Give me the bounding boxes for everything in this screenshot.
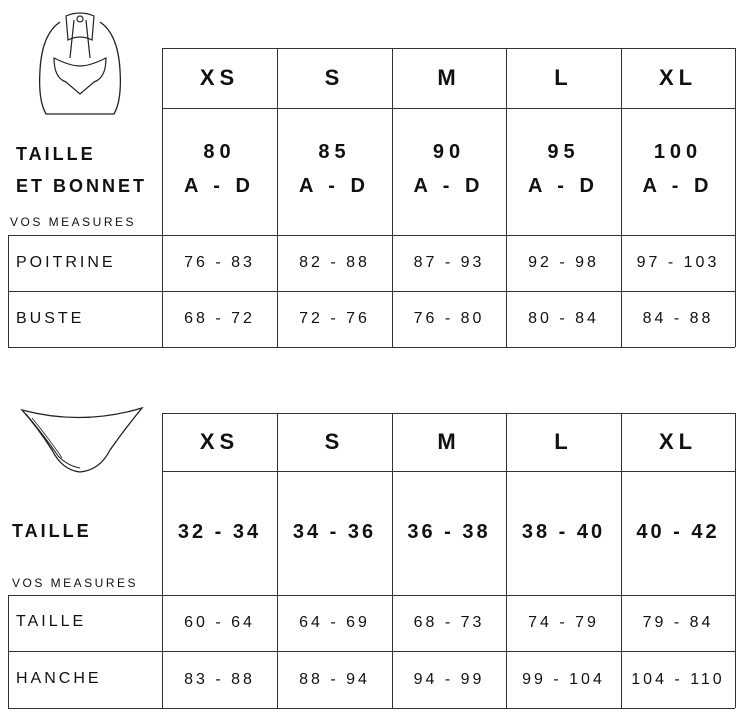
bikini-top-icon [30, 10, 130, 120]
size-header-xs: XS [199, 429, 240, 454]
table-cell: 68 - 72 [184, 310, 255, 327]
band-cup-cell [277, 135, 392, 203]
table-cell: 84 - 88 [642, 310, 714, 327]
size-header-m: M [437, 429, 461, 454]
size-header-xs: XS [199, 65, 240, 90]
label-line-2: ET BONNET [16, 176, 148, 196]
cup-value: A - D [642, 175, 714, 197]
table-cell: 68 - 73 [413, 614, 485, 631]
vos-measures-label: VOS MEASURES [12, 576, 139, 590]
table-cell: 83 - 88 [184, 670, 255, 688]
table-cell: 88 - 94 [299, 670, 370, 688]
band-value: 80 [203, 141, 236, 163]
size-header-s: S [324, 65, 345, 90]
cup-value: A - D [413, 175, 485, 197]
size-header-m: M [437, 65, 461, 90]
band-cup-cell [392, 135, 506, 203]
size-range-cell: 34 - 36 [292, 520, 377, 543]
band-cup-cell [506, 135, 621, 203]
size-header-l: L [554, 429, 573, 454]
cup-value: A - D [184, 175, 255, 197]
size-range-cell: 38 - 40 [521, 520, 606, 543]
size-header-xl: XL [658, 429, 698, 454]
table-cell: 80 - 84 [528, 310, 599, 327]
taille-label: TAILLE [12, 521, 92, 541]
table-cell: 74 - 79 [528, 614, 599, 631]
row-label-taille: TAILLE [16, 613, 87, 630]
band-value: 90 [432, 141, 466, 163]
table-cell: 64 - 69 [299, 614, 370, 631]
row-label-buste: BUSTE [16, 310, 85, 327]
table-cell: 97 - 103 [636, 254, 720, 271]
band-cup-cell [621, 135, 735, 203]
band-value: 95 [547, 141, 580, 163]
label-line-1: TAILLE [16, 144, 96, 164]
band-cup-cell [162, 135, 277, 203]
vos-measures-label: VOS MEASURES [10, 215, 137, 229]
table-cell: 72 - 76 [299, 310, 370, 327]
table-cell: 76 - 80 [413, 310, 485, 327]
bikini-bottom-icon [18, 404, 146, 476]
table-cell: 87 - 93 [413, 254, 485, 271]
row-label-hanche: HANCHE [16, 670, 102, 687]
size-range-cell: 32 - 34 [177, 520, 262, 543]
cup-value: A - D [528, 175, 599, 197]
table-cell: 82 - 88 [299, 254, 370, 271]
table-cell: 99 - 104 [522, 670, 605, 688]
band-value: 100 [653, 141, 703, 163]
band-value: 85 [318, 141, 351, 163]
taille-et-bonnet-label [16, 138, 147, 202]
table-cell: 94 - 99 [413, 670, 485, 688]
size-range-cell: 36 - 38 [407, 520, 491, 543]
table-cell: 60 - 64 [184, 614, 255, 631]
size-header-xl: XL [658, 65, 698, 90]
size-range-cell: 40 - 42 [636, 520, 720, 543]
row-label-poitrine: POITRINE [16, 254, 116, 271]
size-header-l: L [554, 65, 573, 90]
table-cell: 79 - 84 [642, 614, 714, 631]
size-header-s: S [324, 429, 345, 454]
table-cell: 104 - 110 [631, 670, 725, 688]
table-cell: 92 - 98 [528, 254, 599, 271]
cup-value: A - D [299, 175, 370, 197]
table-cell: 76 - 83 [184, 254, 255, 271]
